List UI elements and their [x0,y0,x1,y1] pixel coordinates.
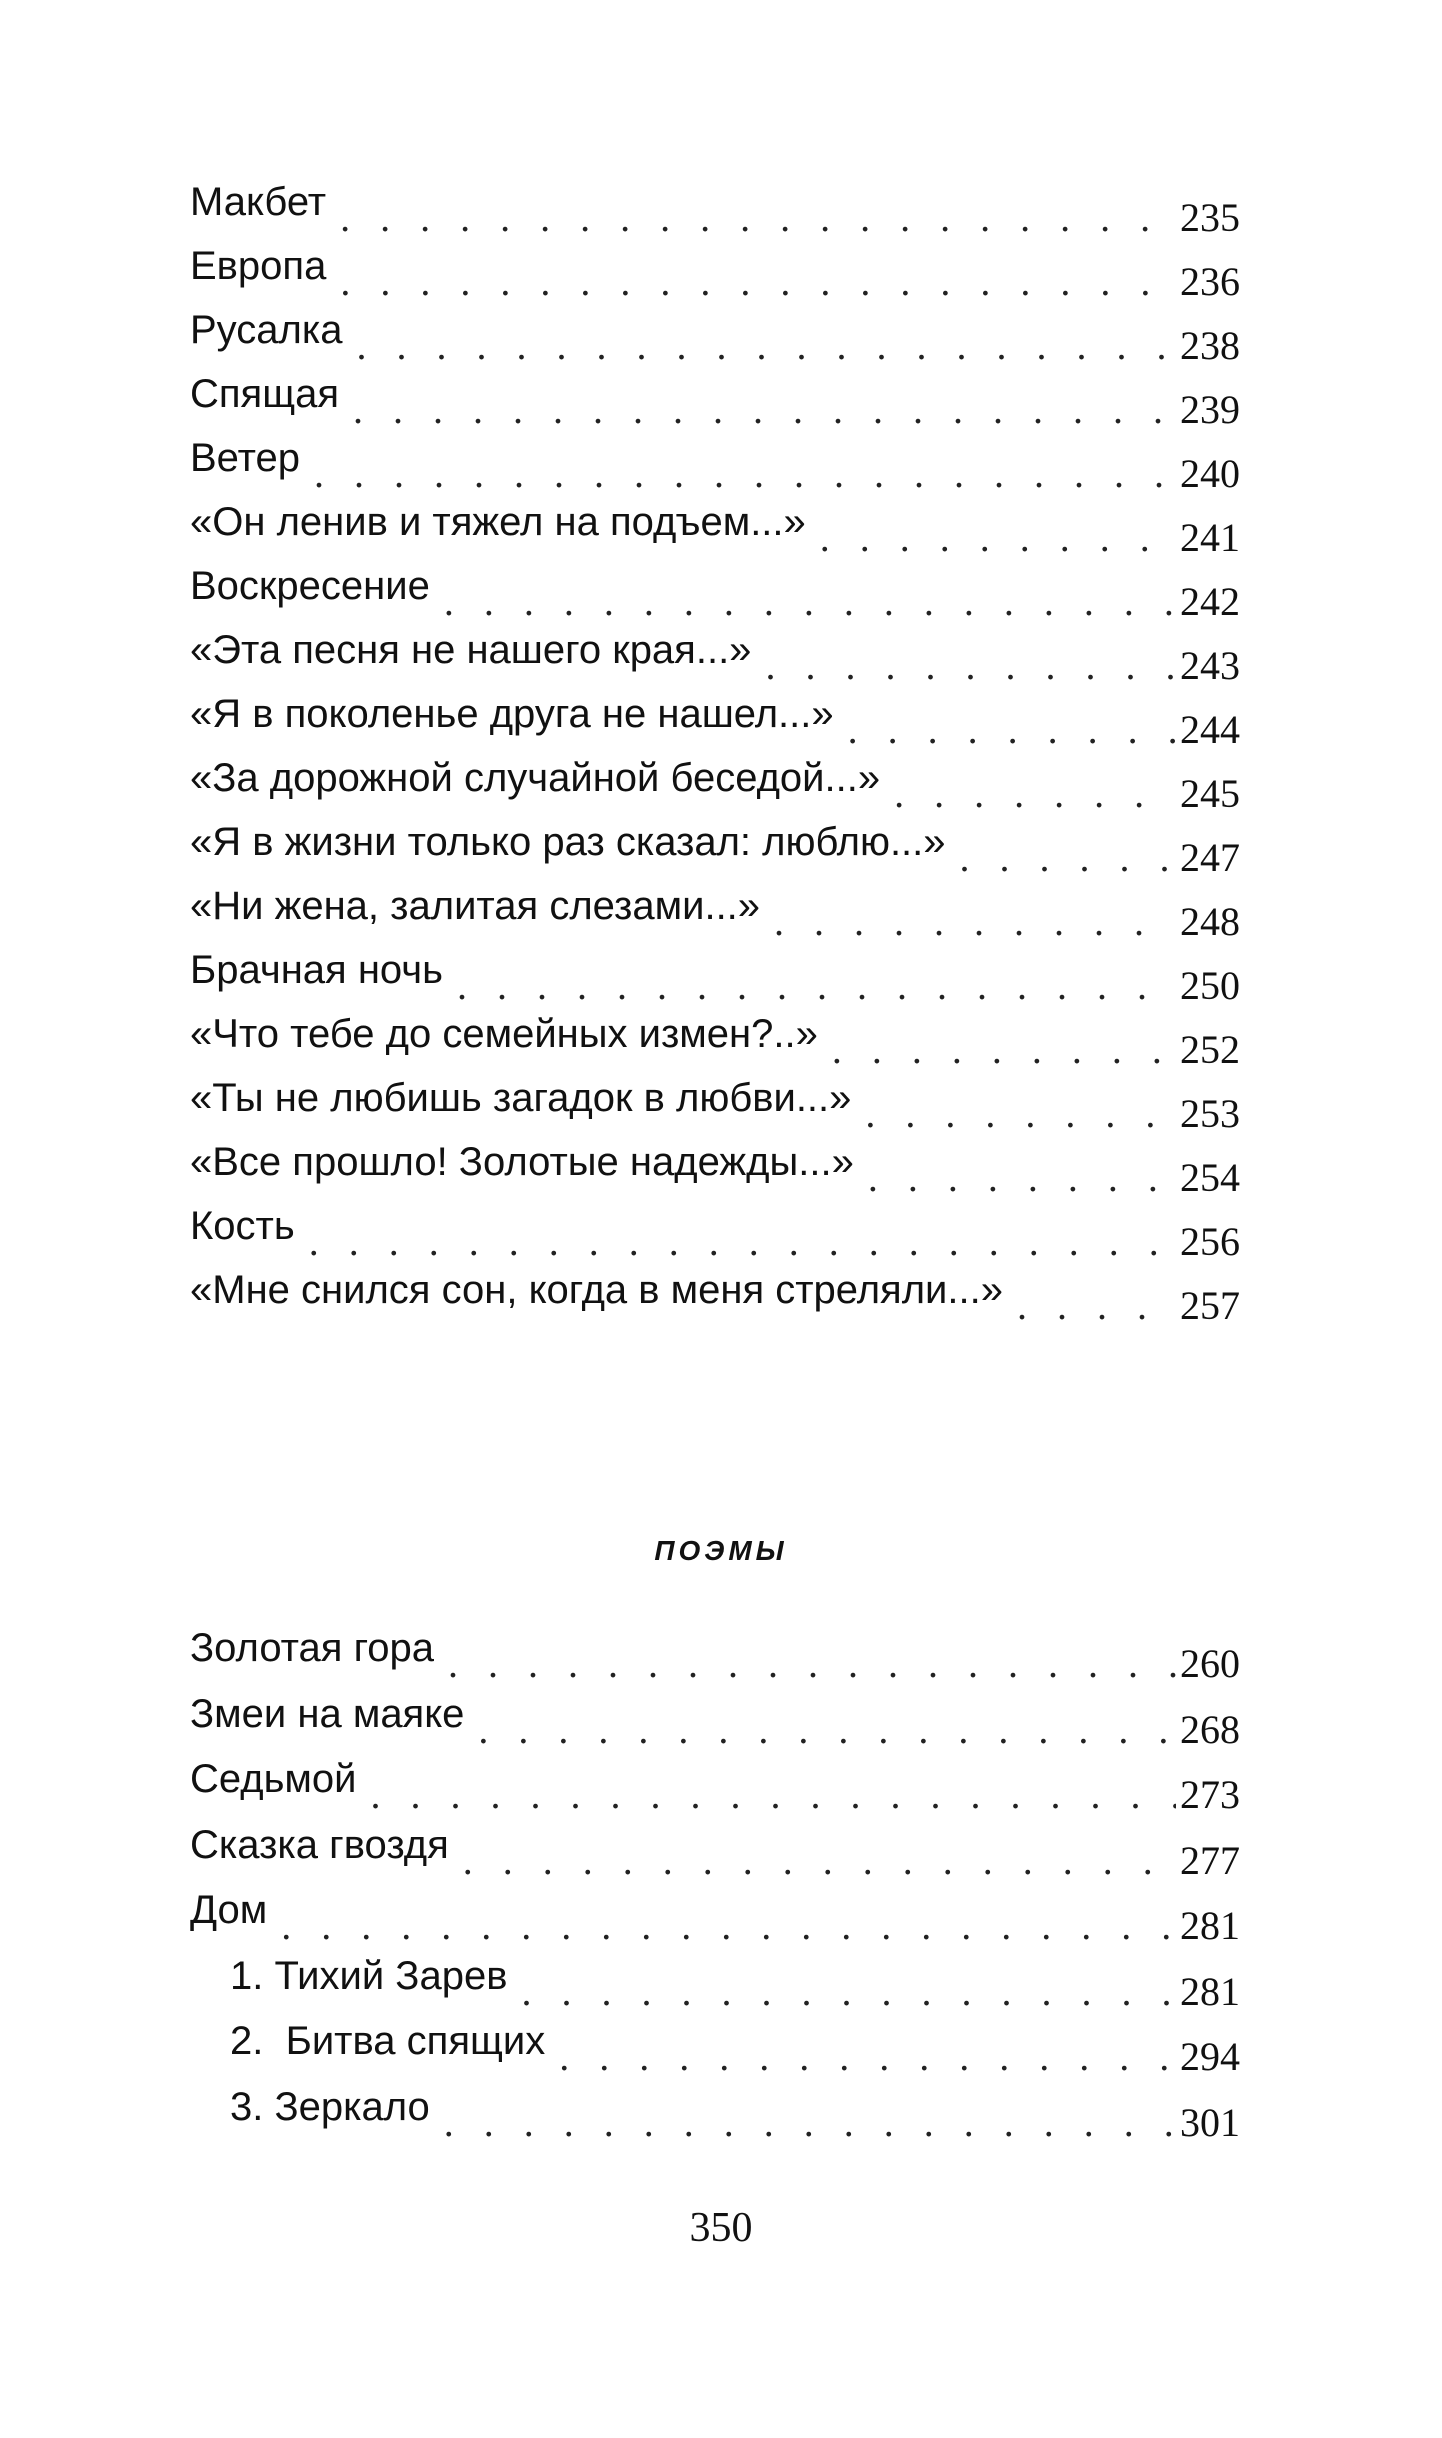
toc-entry-title: Змеи на маяке [190,1691,465,1736]
dot-leader [371,1775,1176,1815]
toc-entry-title: Европа [190,244,327,288]
dot-leader [960,838,1176,878]
dot-leader [774,902,1176,942]
toc-entry-page: 250 [1180,963,1240,1008]
toc-entry-title: «Все прошло! Золотые надежды...» [190,1140,854,1184]
toc-entry [190,630,1240,694]
toc-entry-page: 243 [1180,643,1240,688]
toc-entry-title: «Я в жизни только раз сказал: люблю...» [190,820,946,864]
dot-leader [559,2037,1176,2077]
toc-entry-page: 260 [1180,1641,1240,1686]
dot-leader [444,582,1176,622]
toc-entry-title: Ветер [190,436,300,480]
dot-leader [521,1972,1176,2012]
toc-subentry [190,2084,1240,2153]
toc-entry-page: 240 [1180,451,1240,496]
dot-leader [448,1644,1176,1684]
toc-entry-page: 244 [1180,707,1240,752]
toc-entry-page: 236 [1180,259,1240,304]
toc-subentry-title: 1. Тихий Зарев [230,1953,508,1998]
toc-entry [190,566,1240,630]
toc-entry-title: Воскресение [190,564,430,608]
toc-subentry-page: 294 [1180,2034,1240,2079]
dot-leader [340,262,1176,302]
toc-entry [190,758,1240,822]
toc-entry-title: «Что тебе до семейных измен?..» [190,1012,818,1056]
toc-entry-page: 235 [1180,195,1240,240]
dot-leader [868,1158,1176,1198]
toc-entry-page: 238 [1180,323,1240,368]
toc-entry [190,694,1240,758]
toc-entry [190,1270,1240,1334]
dot-leader [820,518,1176,558]
toc-entry [190,502,1240,566]
toc-entry [190,438,1240,502]
toc-subentry-page: 301 [1180,2099,1240,2145]
toc-entry-page: 281 [1180,1903,1240,1948]
toc-entry [190,886,1240,950]
toc-entry-title: Макбет [190,180,327,224]
toc-entry [190,1822,1240,1891]
toc-entry-title: «За дорожной случайной беседой...» [190,756,881,800]
toc-entry [190,246,1240,310]
dot-leader [281,1906,1176,1946]
dot-leader [1017,1286,1176,1326]
toc-entry [190,1890,1240,1956]
toc-entry-title: Брачная ночь [190,948,443,992]
toc-entry-title: Золотая гора [190,1626,435,1670]
dot-leader [444,2103,1176,2143]
table-of-contents-poems [190,182,1240,1334]
page-number: 350 [689,2205,753,2251]
toc-entry-title: «Я в поколенье друга не нашел...» [190,692,834,736]
dot-leader [356,326,1176,366]
toc-entry-page: 273 [1180,1772,1240,1817]
toc-entry-page: 248 [1180,899,1240,944]
dot-leader [848,710,1176,750]
dot-leader [865,1094,1176,1134]
toc-entry-title: Дом [190,1888,268,1932]
toc-entry-page: 247 [1180,835,1240,880]
toc-entry-title: Спящая [190,372,340,416]
dot-leader [314,454,1176,494]
toc-entry-title: Русалка [190,308,343,352]
toc-subentry-title: 2. Битва спящих [230,2019,546,2063]
toc-entry [190,1142,1240,1206]
toc-subentry-title: 3. Зеркало [230,2084,430,2129]
toc-entry-page: 256 [1180,1219,1240,1264]
dot-leader [309,1222,1176,1262]
toc-entry-page: 239 [1180,387,1240,432]
toc-entry-page: 242 [1180,579,1240,624]
toc-subentry [190,2021,1240,2087]
dot-leader [457,966,1176,1006]
toc-entry [190,1759,1240,1825]
toc-entry-page: 277 [1180,1837,1240,1883]
dot-leader [353,390,1176,430]
toc-entry-title: Кость [190,1204,295,1248]
dot-leader [463,1841,1176,1881]
toc-subentry-page: 281 [1180,1968,1240,2014]
dot-leader [832,1030,1176,1070]
toc-entry-page: 257 [1180,1283,1240,1328]
toc-entry [190,950,1240,1014]
dot-leader [478,1710,1176,1750]
toc-entry-page: 241 [1180,515,1240,560]
toc-entry [190,1078,1240,1142]
toc-entry [190,374,1240,438]
toc-entry-title: «Эта песня не нашего края...» [190,628,752,672]
toc-entry-page: 254 [1180,1155,1240,1200]
section-heading: ПОЭМЫ [654,1535,788,1566]
toc-entry-page: 268 [1180,1706,1240,1752]
toc-entry [190,1014,1240,1078]
toc-entry [190,1628,1240,1694]
dot-leader [340,198,1176,238]
toc-entry-title: «Ни жена, залитая слезами...» [190,884,761,928]
toc-entry [190,182,1240,246]
toc-subentry [190,1953,1240,2022]
toc-entry-page: 245 [1180,771,1240,816]
toc-entry-title: Седьмой [190,1757,357,1801]
toc-entry-title: Сказка гвоздя [190,1822,449,1867]
toc-entry [190,1691,1240,1760]
table-of-contents-long-poems [190,1628,1240,2152]
toc-entry [190,1206,1240,1270]
toc-entry-title: «Он ленив и тяжел на подъем...» [190,500,806,544]
toc-entry-page: 252 [1180,1027,1240,1072]
toc-entry-page: 253 [1180,1091,1240,1136]
dot-leader [894,774,1176,814]
dot-leader [765,646,1176,686]
toc-entry [190,310,1240,374]
toc-entry-title: «Ты не любишь загадок в любви...» [190,1076,852,1120]
toc-entry [190,822,1240,886]
toc-entry-title: «Мне снился сон, когда в меня стреляли...» [190,1268,1003,1312]
